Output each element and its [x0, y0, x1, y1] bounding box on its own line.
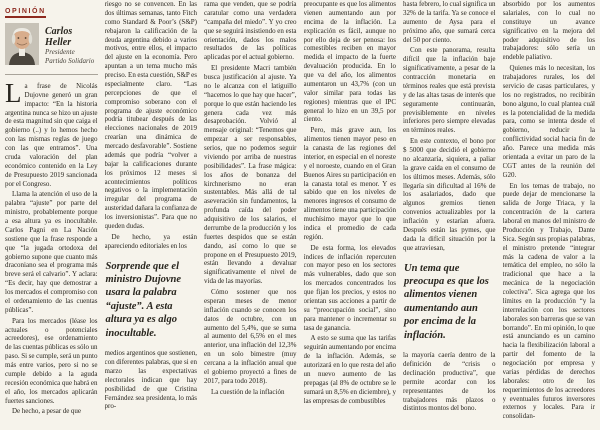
paragraph: De esta forma, los elevados índices de inflación repercuten con mayor peso en los sectores más vulnerables, dado que son los mercados concentrados los que fijan los precios, y estos no orientan sus acciones a partir de su “preocupación social”, sino para mantener o incrementar su tasa de ganancia. [303, 243, 396, 332]
paragraph: El presidente Macri también busca justificación al ajuste. Ya no le alcanza con el latiguillo “hacemos lo que hay que hacer”, porque lo que están haciendo les genera cada vez más desaprobación. Volvió al mensaje original: “Tenemos que empezar a ser responsables, serios, que no podemos seguir viviendo por arriba de nuestras posibilidades”. La frase mágica: los años de bonanza del kirchnerismo no eran sustentables. Más allá de tal aseveración sin fundamentos, la profunda caída del poder adquisitivo de los salarios, el derrumbe de la producción y los fuertes despidos que se están dando, así como lo que se propone en el Presupuesto 2019, están llevando a devaluar significativamente el nivel de vida de las mayorías. [204, 64, 297, 286]
drop-cap: L [5, 77, 22, 108]
author-role-party: Partido Solidario [45, 57, 95, 66]
paragraph: En este contexto, el bono por $ 5000 que decidió el gobierno no alcanzaría, siquiera, a paliar la grave caída en el consumo de los últimos meses. Además, sólo llegaría sin dificultad al 16% de los asalariados, dado que algunos gremios tienen convenios actualizables por la inflación y estarían afuera. Después están las pymes, que dada la difícil situación por la que atraviesan, [403, 137, 496, 252]
text-column-5 [403, 0, 496, 430]
paragraph: absorbido por los aumentos salariales, con lo cual no constituye un avance significativo en la mejora del poder adquisitivo de los trabajadores: sólo sería un endeble paliativo. [502, 0, 595, 62]
paragraph: Pero, más grave aun, los alimentos tienen mayor peso en la canasta de las regiones del interior, en especial en el noreste y el noroeste, cuando en el Gran Buenos Aires su participación en la canasta total es menor. Y es sabido que en los niveles de menores ingresos el consumo de alimentos tiene una participación muchísimo mayor que lo que indica el promedio de cada región. [303, 126, 396, 241]
paragraph: Llama la atención el uso de la palabra “ajuste” por parte del ministro, probablemente porque a esa altura ya es inocultable. Carlos Pagni en La Nación sostiene que la frase responde a que “la jugada ortodoxa del gobierno supone que cuanto más draconiano sea el programa más breve será el calvario”. Y aclara: “Es decir, hay que demostrar a los mercados el compromiso con el ordenamiento de las cuentas públicas”. [5, 190, 98, 314]
paragraph: A esto se suma que las tarifas seguirán aumentando por encima de la inflación. Además, se autorizará en lo que resta del año un nuevo aumento de las prepagas (al 8% de octubre se le sumará un 8,5% en diciembre), y las empresas de combustibles [303, 334, 396, 405]
paragraph [5, 77, 98, 189]
author-text [45, 23, 98, 67]
paragraph: hasta febrero, lo cual significa un 32% de la tarifa. Ya se conoce el aumento de Aysa para el próximo año, que sumará cerca del 50 por ciento. [403, 0, 496, 44]
pull-quote-alimentos: Un tema que preocupa es que los alimentos vienen aumentando aun por encima de la inflación. [404, 262, 489, 341]
paragraph: De hecho, a pesar de que [12, 407, 81, 416]
portrait-illustration [5, 23, 39, 65]
masthead [5, 0, 98, 75]
paragraph: riesgo no se convencen. En las dos últimas semanas, tanto Fitch como Standard & Poor’s (S&P) rebajaron la calificación de la deuda argentina debido a varios motivos, entre ellos, el impacto del ajuste en la economía. Pero apuntan a un tema mucho más preciso. En esta cuestión, S&P es especialmente claro. “Las percepciones de que el compromiso soberano con el programa de ajuste económico podría titubear después de las elecciones nacionales de 2019 crearían una dinámica de mercado desfavorable”. Sostiene además que podría “volver a bajar la calificaciones durante los próximos 12 meses si acontecimientos políticos negativos o la implementación irregular del programa de austeridad dañara la confianza de los inversionistas”. Para que no queden dudas. [104, 0, 197, 230]
paragraph: De hecho, ya están apareciendo editoriales en los [104, 232, 197, 250]
text-column-1 [5, 0, 98, 430]
text-column-4 [304, 0, 397, 430]
paragraph: Con este panorama, resulta difícil que la inflación baje significativamente, a pesar de la contracción monetaria en términos reales que está prevista y de las altas tasas de interés que seguramente continuarán, previsiblemente en niveles inferiores pero siempre elevadas en términos reales. [403, 46, 496, 135]
author-name: Carlos Heller [45, 26, 73, 48]
paragraph: rama que venden, que se podría caratular como una verdadera “campaña del miedo”. Y yo creo que se seguirá insistiendo en esta orientación, dados los malos resultados de las políticas aplicadas por el actual gobierno. [204, 0, 297, 62]
paragraph: Quienes más lo necesitan, los trabajadores rurales, los del servicio de casas particulares, y los no registrados, no recibirán bono alguno, lo cual plantea cuál es la potencialidad de la medida para, como se intenta desde el gobierno, reducir la conflictividad social hacia fin de año. Parece una medida más orientada a evitar un paro de la CGT antes de la reunión del G20. [502, 64, 595, 179]
author-role-title: Presidente [45, 48, 75, 56]
paragraph: medios argentinos que sostienen, con diferentes palabras, que si en marzo las expectativas electorales indican que hay posibilidad de que Cristina Fernández sea presidenta, lo más pro- [104, 349, 197, 411]
author-photo [5, 23, 39, 65]
paragraph: preocupante es que los alimentos vienen aumentando aun por encima de la inflación. La explicación es fácil, aunque no por ello deja de ser penosa: los comestibles reciben en mayor medida el impacto de la fuerte devaluación producida. En lo que va del año, los alimentos aumentaron un 43,7% (con un valor similar para todas las regiones) mientras que el IPC general lo hizo en un 39,5 por ciento. [303, 0, 396, 124]
paragraph: Cómo sostener que nos esperan meses de menor inflación cuando se conocen los datos de octubre, con un aumento del 5,4%, que se suma al aumento del 6,5% en el mes anterior, una inflación del 12,3% en un solo bimestre (muy cercana a la inflación anual que el gobierno proyectó a fines de 2017, para todo 2018). [204, 288, 297, 385]
paragraph: Para los mercados (léase los actuales o potenciales acreedores), ese ordenamiento de las cuentas públicas es sólo un paso. Si se cumple, será un punto más entre varios, pero si no se cumple debido a la aguda recesión económica que habrá en el año, los mercados aplicarán fuertes sanciones. [5, 316, 98, 405]
author-block [5, 23, 98, 67]
paragraph-text: a frase de Nicolás Dujovne generó un gran impacto: “En la historia argentina nunca se hizo un ajuste de esta magnitud sin que caiga el gobierno (..) y lo hemos hecho con las mismas reglas de juego con las que entramos”. Una cruda valoración del plan económico contenido en la Ley de Presupuesto 2019 sancionada por el Congreso. [5, 81, 98, 188]
paragraph: La cuestión de la inflación [211, 387, 285, 396]
section-label: OPINIÓN [5, 8, 46, 18]
text-column-2 [105, 0, 198, 430]
pull-quote-dujovne: Sorprende que el ministro Dujovne usara la palabra “ajuste”. A esta altura ya es algo inocultable. [105, 260, 182, 339]
paragraph: la mayoría caería dentro de la definición de “crisis o declinación productiva”, que permite acordar con los representantes de los trabajadores más plazos o distintos montos del bono. [403, 351, 496, 413]
text-column-6 [503, 0, 596, 430]
text-column-3 [204, 0, 297, 430]
paragraph: En los temas de trabajo, no puede dejar de mencionarse la salida de Jorge Triaca, y la concentración de la cartera laboral en manos del ministro de Producción y Trabajo, Dante Sica. Según sus propias palabras, el ministro pretende “integrar más la cadena de valor a la temática del empleo, no sólo la tradicional que hace a la mecánica de la negociación colectiva”. Sica agrega que los límites en la producción “y la interrelación con los sectores laborales son barreras que se van borrando”. En mi opinión, lo que está anunciando es un camino hacia la flexibilización laboral a partir del fomento de la negociación por empresa y varias pérdidas de derechos laborales: otro de los requerimientos de los acreedores y eventuales futuros inversores externos y locales. Para ir consolidan- [502, 181, 595, 421]
